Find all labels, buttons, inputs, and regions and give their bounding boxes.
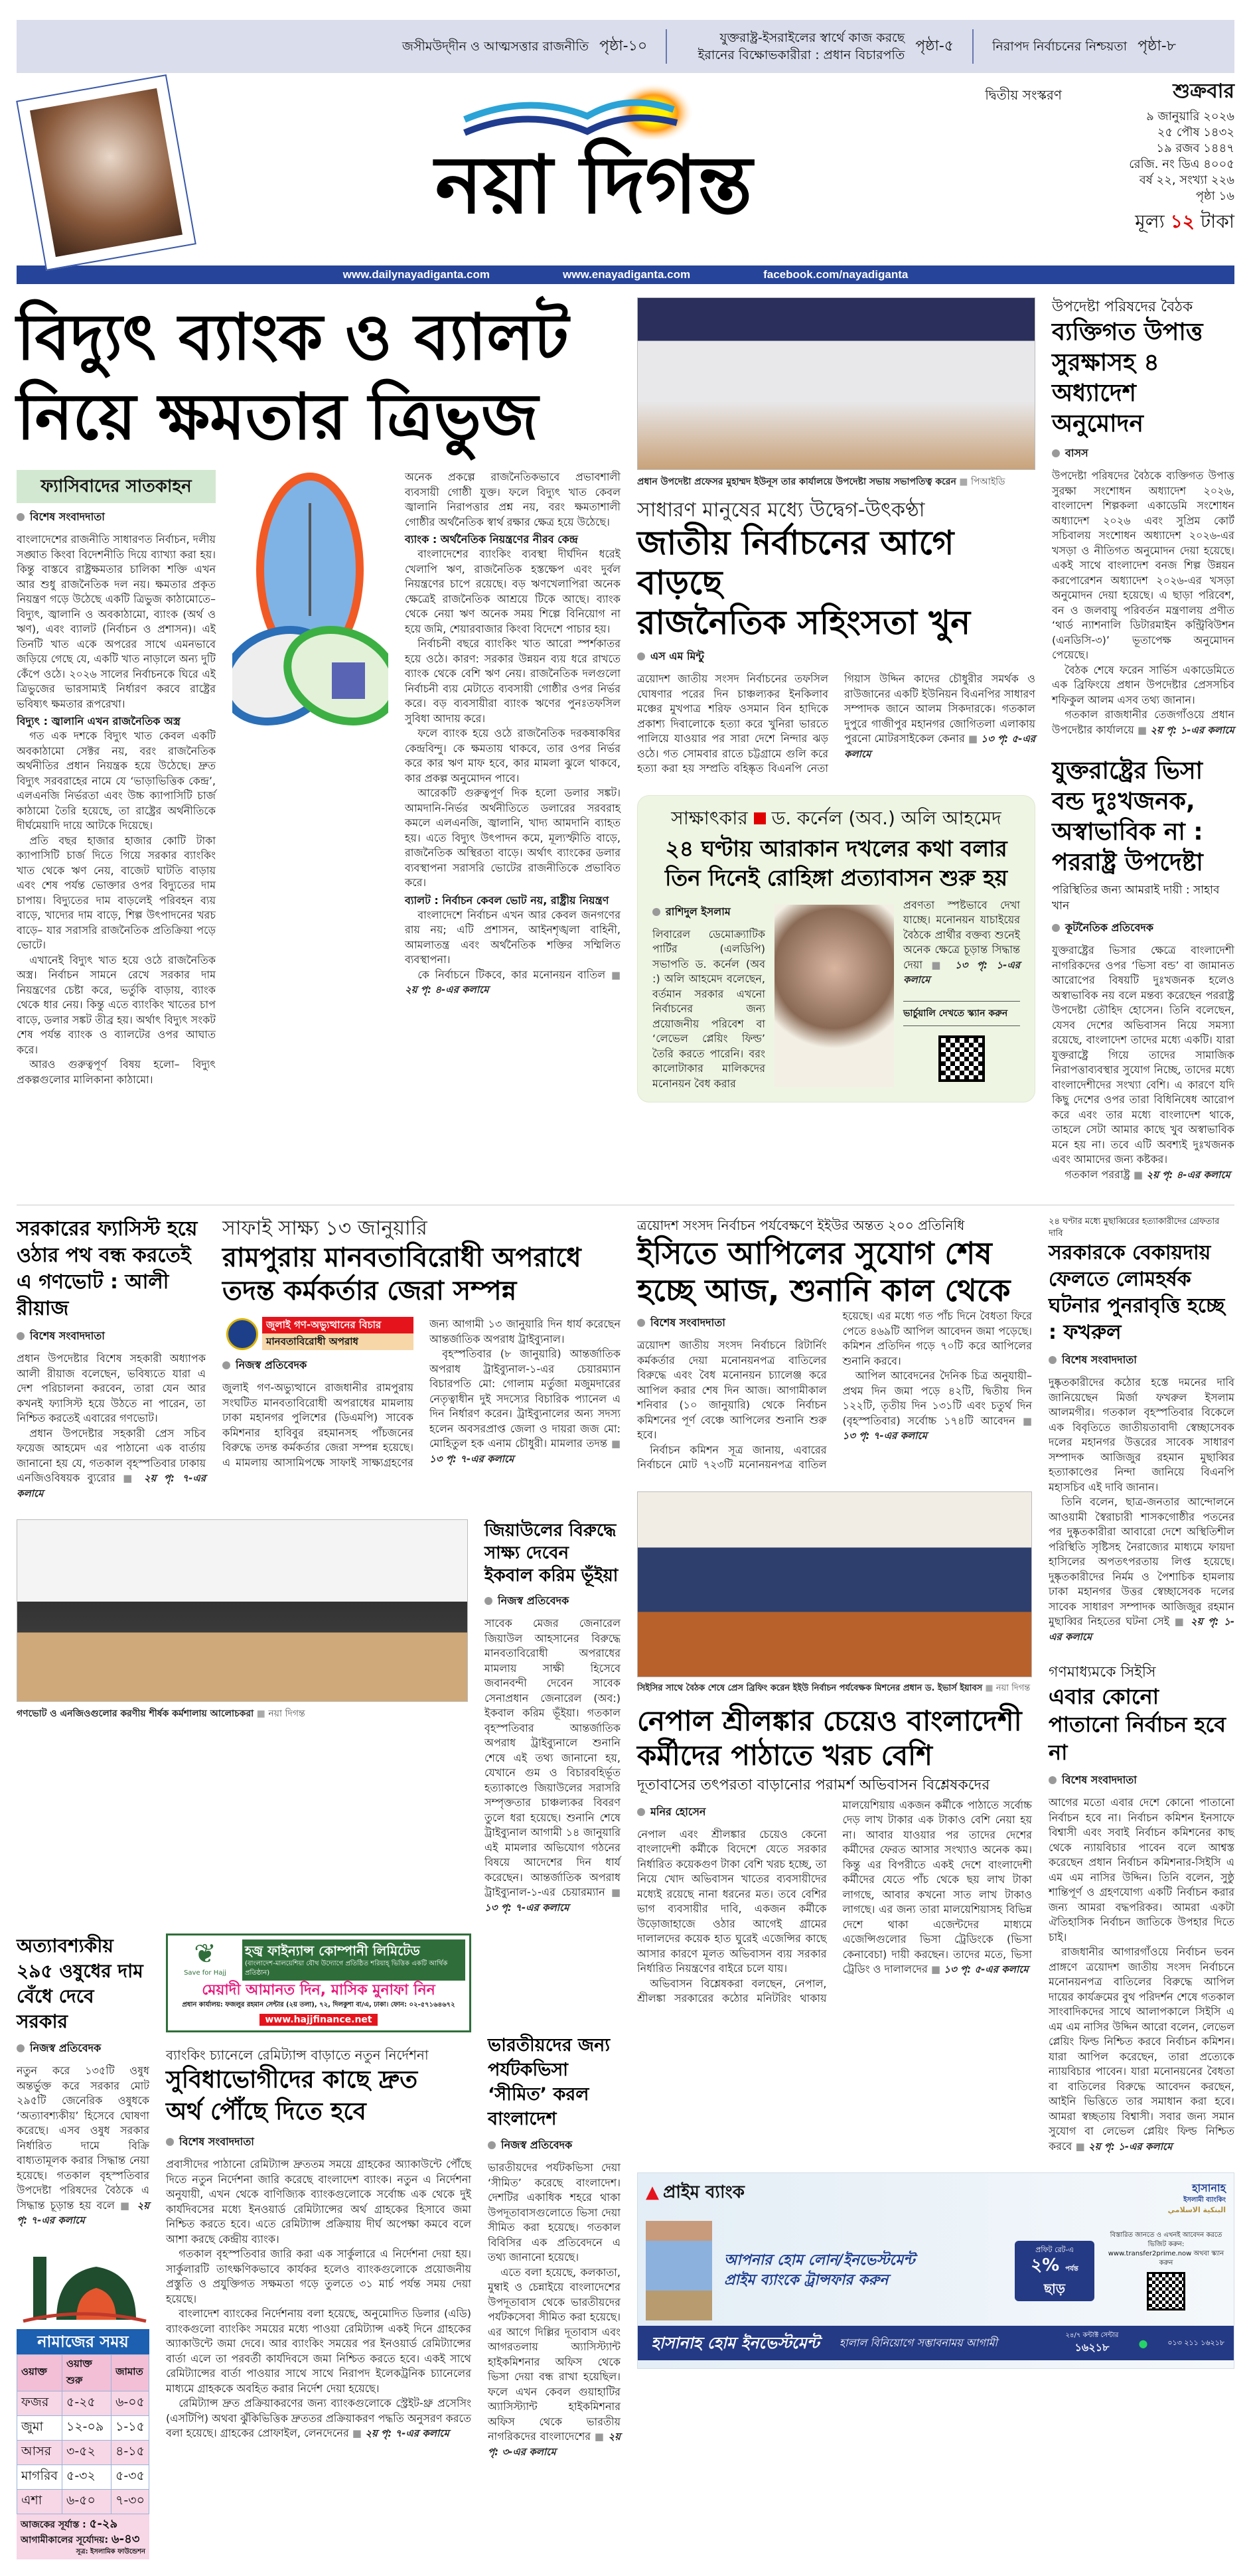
lead-body-left [17,532,216,1087]
headline: সরকারের ফ্যাসিস্ট হয়ে ওঠার পথ বন্ধ করতেই এ গণভোট : আলী রীয়াজ [17,1217,198,1320]
paragraph: সাবেক মেজর জেনারেল জিয়াউল আহসানের বিরুদ্ধে মানবতাবিরোধী অপরাধের মামলায় সাক্ষী হিসেবে জবানবন্দী দেবেন সাবেক সেনাপ্রধান জেনারেল (অব:) ইকবাল করিম ভূঁইয়া। গতকাল বৃহস্পতিবার আন্তর্জাতিক অপরাধ ট্রাইব্যুনালে শুনানি শেষে এই তথ্য জানানো হয়, যেখানে গুম ও বিচারবহির্ভূত হত্যাকাণ্ডে জিয়াউলের সরাসরি সম্পৃক্ততার চাঞ্চল্যকর বিবরণ তুলে ধরা হয়েছে। শুনানি শেষে ট্রাইব্যুনাল আগামী ১৪ জানুয়ারি এই মামলার অভিযোগ গঠনের বিষয়ে আদেশের দিন ধার্য করেছেন। আন্তর্জাতিক অপরাধ ট্রাইব্যুনাল-১-এর চেয়ারম্যান ■ ১৩ পৃ: ৭-এর কলামে [484,1616,621,1915]
prime-bank-ad[interactable]: ▲ প্রাইম ব্যাংক হাসানাহ ইসলামী ব্যাংকিং البنكية الاسلامي আপনার হোম লোন/ইনভেস্টমেন্ট প্রাইম ব্যাংকে ট্রান্সফার করুন প্রফিট রেট-এ ২% পর্যন্ত ছাড় বিস্তারিত জানতে ও এখনই আবেদন করতে ভিজিট করুন: www.transfer2prime.now অথবা স্ক্যান করুন হাসানাহ হোম ইনভেস্টমেন্ট হালাল বিনিয়োগে সম্ভাবনাময় আগামী ২৪/৭ কন্টাক্ট সেন্টার ১৬২১৮ ● ০১৩ ২১১ ১৬২১৮ [637,2172,1234,2369]
qr-code-icon[interactable] [1147,2272,1185,2311]
continued-link[interactable]: ■ ২য় পৃ: ৪-এর কলামে [1134,1169,1230,1181]
continued-link[interactable]: ■ ২য় পৃ: ৩-এর কলামে [488,2431,621,2458]
prayer-row: ফজর ৫-২৫ ৬-০৫ [17,2391,149,2415]
prayer-title: নামাজের সময় [17,2329,149,2354]
prayer-row: এশা ৬-৫০ ৭-৩০ [17,2489,149,2514]
nepal-story[interactable]: নেপাল শ্রীলঙ্কার চেয়েও বাংলাদেশী কর্মীদের পাঠাতে খরচ বেশি দূতাবাসের তৎপরতা বাড়ানোর পরামর্শ অভিবাসন বিশ্লেষকদের মনির হোসেন নেপাল এবং শ্রীলঙ্কার চেয়েও কেনো বাংলাদেশী কর্মীকে বিদেশে যেতে সরকার নির্ধারিত কয়েকগুণ টাকা বেশি খরচ হচ্ছে, তা নিয়ে খোদ অভিবাসন খাতের ব্যবসায়ীদের মধ্যেই রয়েছে নানা ধরনের মত। তবে বেশির ভাগ ব্যবসায়ীর দাবি, একজন কর্মীকে উড়োজাহাজে ওঠার আগেই গ্রামের দালালদের কয়েক হাত ঘুরেই এজেন্সির কাছে আসার কারণে মূলত অভিবাসন ব্যয় সরকার নির্ধারিত নিয়ন্ত্রণের বাইরে চলে যায়। অভিবাসন বিশ্লেষকরা বলছেন, নেপাল, শ্রীলঙ্কা সরকারের কঠোর মনিটরিং থাকায় মালয়েশিয়ায় একজন কর্মীকে পাঠাতে সর্বোচ্চ দেড় লাখ টাকার এক টাকাও বেশি নেয়া হয় না। আবার যাওয়ার পর তাদের দেশের কর্মীদের ফেরত আসার সংখ্যাও অনেক কম। কিন্তু এর বিপরীতে একই দেশে বাংলাদেশী কর্মীদের যেতে পাঁচ থেকে ছয় লাখ টাকা লাগছে, আবার কখনো সাত লাখ টাকাও লাগছে। এর জন্য তারা মালয়েশিয়াসহ বিভিন্ন দেশে থাকা এজেন্টদের মাধ্যমে এজেন্সিগুলোর ভিসা ট্রেডিংকে (ভিসা কেনাবেচা) দায়ী করছেন। তাদের মতে, ভিসা ট্রেডিং ও দালালদের ■ ১৩ পৃ: ৫-এর কলামে [637,1704,1032,2007]
date-gregorian: ৯ জানুয়ারি ২০২৬ [1146,110,1234,123]
rampura-story[interactable]: সাফাই সাক্ষ্য ১৩ জানুয়ারি রামপুরায় মানবতাবিরোধী অপরাধে তদন্ত কর্মকর্তার জেরা সম্পন্ন জুলাই গণ-অভ্যুত্থানের বিচার মানবতাবিরোধী অপরাধ নিজস্ব প্রতিবেদক জুলাই গণ-অভ্যুত্থানে রাজধানীর রামপুরায় সংঘটিত মানবতাবিরোধী অপরাধের মামলায় ঢাকা মহানগর পুলিশের (ডিএমপি) সাবেক কমিশনার হাবিবুর রহমানসহ পাঁচজনের বিরুদ্ধে তদন্ত কর্মকর্তার জেরা সম্পন্ন হয়েছে। এ মামলায় আসামিপক্ষে সাফাই সাক্ষ্যগ্রহণের জন্য আগামী ১৩ জানুয়ারি দিন ধার্য করেছেন আন্তর্জাতিক অপরাধ ট্রাইব্যুনাল। বৃহস্পতিবার (৮ জানুয়ারি) আন্তর্জাতিক অপরাধ ট্রাইব্যুনাল-১-এর চেয়ারম্যান বিচারপতি মো: গোলাম মর্তুজা মজুমদারের নেতৃত্বাধীন দুই সদস্যের বিচারিক প্যানেল এ দিন নির্ধারণ করেন। ট্রাইব্যুনালের অন্য সদস্য হলেন অবসরপ্রাপ্ত জেলা ও দায়রা জজ মো: মোহিতুল হক এনাম চৌধুরী। মামলার তদন্ত ■ ১৩ পৃ: ৭-এর কলামে [222,1216,621,1470]
paragraph: নেপাল এবং শ্রীলঙ্কার চেয়েও কেনো বাংলাদেশী কর্মীকে বিদেশে যেতে সরকার নির্ধারিত কয়েকগুণ টাকা বেশি খরচ হচ্ছে, তা নিয়ে খোদ অভিবাসন খাতের ব্যবসায়ীদের মধ্যেই রয়েছে নানা ধরনের মত। তবে বেশির ভাগ ব্যবসায়ীর দাবি, একজন কর্মীকে উড়োজাহাজে ওঠার আগেই গ্রামের দালালদের কয়েক হাত ঘুরেই এজেন্সির কাছে আসার কারণে মূলত অভিবাসন ব্যয় সরকার নির্ধারিত নিয়ন্ত্রণের বাইরে চলে যায়। [637,1827,827,1975]
continued-link[interactable]: ■ ১৩ পৃ: ১-এর কলামে [903,959,1020,986]
headline: সুবিধাভোগীদের কাছে দ্রুত অর্থ পৌঁছে দিতে হবে [166,2066,418,2125]
remittance-story[interactable]: ব্যাংকিং চ্যানেলে রেমিট্যান্স বাড়াতে নতুন নির্দেশনা সুবিধাভোগীদের কাছে দ্রুত অর্থ পৌঁছে দিতে হবে বিশেষ সংবাদদাতা প্রবাসীদের পাঠানো রেমিট্যান্স দ্রুততম সময়ে গ্রাহকের অ্যাকাউন্টে পৌঁছে দিতে নতুন নির্দেশনা জারি করেছে বাংলাদেশ ব্যাংক। নতুন এ নির্দেশনা অনুযায়ী, এখন থেকে বাণিজ্যিক ব্যাংকগুলোকে সর্বোচ্চ এক থেকে দুই কার্যদিবসের মধ্যে ইনওয়ার্ড রেমিট্যান্সের অর্থ গ্রাহকের হিসাবে জমা নিশ্চিত করতে হবে। এতে রেমিট্যান্স প্রক্রিয়ায় দীর্ঘ অপেক্ষা কমবে বলে আশা করছে কেন্দ্রীয় ব্যাংক। গতকাল বৃহস্পতিবার জারি করা এক সার্কুলারে এ নির্দেশনা দেয়া হয়। সার্কুলারটি তাৎক্ষণিকভাবে কার্যকর হলেও ব্যাংকগুলোকে প্রয়োজনীয় প্রস্তুতি ও প্রযুক্তিগত সক্ষমতা গড়ে তুলতে ৩১ মার্চ পর্যন্ত সময় দেয়া হয়েছে। বাংলাদেশ ব্যাংকের নির্দেশনায় বলা হয়েছে, অনুমোদিত ডিলার (এডি) ব্যাংকগুলো ব্যাংকিং সময়ের মধ্যে পাওয়া রেমিট্যান্স একই দিনে গ্রাহকের অ্যাকাউন্টে জমা দেবে। আর ব্যাংকিং সময়ের পর ইনওয়ার্ড রেমিট্যান্সের বার্তা এলে তা পরবর্তী কার্যদিবসে জমা নিশ্চিত করতে হবে। একই সাথে রেমিট্যান্সের বার্তা পাওয়ার সাথে সাথে নিরাপদ ইলেকট্রনিক চ্যানেলের মাধ্যমে গ্রাহককে অবহিত করার নির্দেশ দেয়া হয়েছে। রেমিট্যান্স দ্রুত প্রক্রিয়াকরণের জন্য ব্যাংকগুলোকে স্ট্রেইট-থ্রু প্রসেসিং (এসটিপি) অথবা ঝুঁকিভিত্তিক দ্রুততর প্রক্রিয়াকরণ পদ্ধতি অনুসরণ করতে বলা হয়েছে। গ্রাহকের প্রোফাইল, লেনদেনের ■ ২য় পৃ: ৭-এর কলামে [166,2046,471,2441]
whatsapp-icon: ● [1138,2336,1148,2350]
continued-link[interactable]: ■ ২য় পৃ: ৭-এর কলামে [17,1472,206,1499]
paragraph: বৃহস্পতিবার (৮ জানুয়ারি) আন্তর্জাতিক অপরাধ ট্রাইব্যুনাল-১-এর চেয়ারম্যান বিচারপতি মো: গোলাম মর্তুজা মজুমদারের নেতৃত্বাধীন দুই সদস্যের বিচারিক প্যানেল এ দিন নির্ধারণ করেন। ট্রাইব্যুনালের অন্য সদস্য হলেন অবসরপ্রাপ্ত জেলা ও দায়রা জজ মো: মোহিতুল হক এনাম চৌধুরী। মামলার তদন্ত ■ ১৩ পৃ: ৭-এর কলামে [429,1347,621,1466]
ear-panel [17,20,1234,73]
interview-label: সাক্ষাৎকার ড. কর্নেল (অব.) অলি আহমেদ [671,806,1001,829]
tribunal-emblem-icon [226,1318,258,1350]
cec-story[interactable]: গণমাধ্যমকে সিইসি এবার কোনো পাতানো নির্বাচন হবে না বিশেষ সংবাদদাতা আগের মতো এবার দেশে কোনো পাতানো নির্বাচন হবে না। নির্বাচন কমিশন ইনসাফে বিশ্বাসী এবং সবাই নির্বাচন কমিশনের কাছ থেকে ন্যায়বিচার পাবেন বলে আশ্বস্ত করেছেন প্রধান নির্বাচন কমিশনার-সিইসি এ এম এম নাসির উদ্দিন। তিনি বলেন, সুষ্ঠু শান্তিপূর্ণ ও গ্রহণযোগ্য একটি নির্বাচন করার জন্য আমরা বদ্ধপরিকর। আমরা একটা ঐতিহাসিক নির্বাচন জাতিকে উপহার দিতে চাই। রাজধানীর আগারগাঁওয়ে নির্বাচন ভবন প্রাঙ্গণে ত্রয়োদশ জাতীয় সংসদ নির্বাচনে মনোনয়নপত্র বাতিলের বিরুদ্ধে আপিল দায়ের কার্যক্রমের বুথ পরিদর্শন শেষে গতকাল সাংবাদিকদের সাথে আলাপকালে সিইসি এ এম এম নাসির উদ্দিন আরো বলেন, লেভেল প্লেয়িং ফিল্ড নিশ্চিত করবে নির্বাচন কমিশন। যারা আপিল করেছেন, তারা প্রত্যেকে ন্যায়বিচার পাবেন। যারা মনোনয়নের বৈধতা বা বাতিলের বিরুদ্ধে আবেদন করছেন, আইনি ভিত্তিতে তার সমাধান করা হবে। আমরা স্বচ্ছতায় বিশ্বাসী। সবার জন্য সমান সুযোগ বা লেভেল প্লেয়িং ফিল্ড নিশ্চিত করবে ■ ২য় পৃ: ১-এর কলামে [1049,1663,1234,2154]
hajj-finance-ad[interactable]: ❦ Save for Hajj হজ্ব ফাইন্যান্স কোম্পানী লিমিটেড (বাংলাদেশ-মালয়েশিয়া যৌথ উদ্যোগে প্রতিষ্ঠিত শরিয়াহ্‌ ভিত্তিক একটি আর্থিক প্রতিষ্ঠান) মেয়াদী আমানত দিন, মাসিক মুনাফা নিন প্রধান কার্যালয়: ফজলুর রহমান সেন্টার (২য় তলা), ৭২, দিলকুশা বা/এ, ঢাকা। ফোন: ০২-৫৭১৬৪৬৭২ www.hajjfinance.net [166,1933,471,2032]
qr-code-icon[interactable] [938,1035,985,1082]
subheadline: পরিস্থিতির জন্য আমরাই দায়ী : সাহাব খান [1052,883,1220,913]
paragraph: উপদেষ্টা পরিষদের বৈঠকে ব্যক্তিগত উপাত্ত সুরক্ষা সংশোধন অধ্যাদেশ ২০২৬, বাংলাদেশ শিল্পকলা একাডেমি সংশোধন অধ্যাদেশ ২০২৬ এবং সুপ্রিম কোর্ট সচিবালয় সংশোধন অধ্যাদেশ ২০২৬-এর খসড়া ও নীতিগত অনুমোদন দেয়া হয়েছে। একই সাথে বাংলাদেশ বনজ শিল্প উন্নয়ন করপোরেশন অধ্যাদেশ ২০২৬-এর খসড়া অনুমোদন দেয়া হয়েছে। এ ছাড়া পরিবেশ, বন ও জলবায়ু পরিবর্তন মন্ত্রণালয় প্রণীত ‘থার্ড ন্যাশনালি ডিটারমাইন কন্ট্রিবিউশন (এনডিসি-৩)’ ভূতাপেক্ষ অনুমোদন পেয়েছে। [1052,469,1234,661]
url-bar [17,265,1234,284]
ali-riaz-story[interactable]: সরকারের ফ্যাসিস্ট হয়ে ওঠার পথ বন্ধ করতেই এ গণভোট : আলী রীয়াজ বিশেষ সংবাদদাতা প্রধান উপদেষ্টার বিশেষ সহকারী অধ্যাপক আলী রীয়াজ বলেছেন, ভবিষ্যতে যারা এ দেশ পরিচালনা করবেন, তারা যেন আর কখনই ফ্যাসিস্ট হয়ে উঠতে না পারেন, তা নিশ্চিত করতেই এবারের গণভোট। প্রধান উপদেষ্টার সহকারী প্রেস সচিব ফয়েজ আহমেদ এর পাঠানো এক বার্তায় জানানো হয় যে, গতকাল বৃহস্পতিবার ঢাকায় এনজিওবিষয়ক ব্যুরোর ■ ২য় পৃ: ৭-এর কলামে [17,1216,206,1501]
ordinance-story[interactable]: উপদেষ্টা পরিষদের বৈঠক ব্যক্তিগত উপাত্ত সুরক্ষাসহ ৪ অধ্যাদেশ অনুমোদন বাসস উপদেষ্টা পরিষদের বৈঠকে ব্যক্তিগত উপাত্ত সুরক্ষা সংশোধন অধ্যাদেশ ২০২৬, বাংলাদেশ শিল্পকলা একাডেমি সংশোধন অধ্যাদেশ ২০২৬ এবং সুপ্রিম কোর্ট সচিবালয় সংশোধন অধ্যাদেশ ২০২৬-এর খসড়া ও নীতিগত অনুমোদন দেয়া হয়েছে। একই সাথে বাংলাদেশ বনজ শিল্প উন্নয়ন করপোরেশন অধ্যাদেশ ২০২৬-এর খসড়া অনুমোদন দেয়া হয়েছে। এ ছাড়া পরিবেশ, বন ও জলবায়ু পরিবর্তন মন্ত্রণালয় প্রণীত ‘থার্ড ন্যাশনালি ডিটারমাইন কন্ট্রিবিউশন (এনডিসি-৩)’ ভূতাপেক্ষ অনুমোদন পেয়েছে। বৈঠক শেষে ফরেন সার্ভিস একাডেমিতে এক ব্রিফিংয়ে প্রধান উপদেষ্টার প্রেসসচিব শফিকুল আলম এসব তথ্য জানান। গতকাল রাজধানীর তেজগাঁওয়ে প্রধান উপদেষ্টার কার্যালয়ে ■ ২য় পৃ: ১-এর কলামে [1052,297,1234,737]
paragraph: নির্বাচন কমিশন সূত্র জানায়, এবারের নির্বাচনে মোট ৭২৩টি মনোনয়নপত্র বাতিল হয়েছে। এর মধ্যে গত পাঁচ দিনে বৈধতা ফিরে পেতে ৪৬৯টি আপিল আবেদন জমা পড়েছে। কমিশন প্রতিদিন গড়ে ৭০টি করে আপিলের শুনানি করবে। [637,1310,1032,1471]
paragraph: বাংলাদেশ ব্যাংকের নির্দেশনায় বলা হয়েছে, অনুমোদিত ডিলার (এডি) ব্যাংকগুলো ব্যাংকিং সময়ের মধ্যে পাওয়া রেমিট্যান্স একই দিনে গ্রাহকের অ্যাকাউন্টে জমা দেবে। আর ব্যাংকিং সময়ের পর ইনওয়ার্ড রেমিট্যান্সের বার্তা এলে তা পরবর্তী কার্যদিবসে জমা নিশ্চিত করতে হবে। একই সাথে রেমিট্যান্সের বার্তা পাওয়ার সাথে সাথে নিরাপদ ইলেকট্রনিক চ্যানেলের মাধ্যমে গ্রাহককে অবহিত করার নির্দেশ দেয়া হয়েছে। [166,2307,471,2395]
volume-issue: বর্ষ ২২, সংখ্যা ২২৬ [1139,173,1234,187]
mosque-icon [17,2247,149,2326]
prayer-row: মাগরিব ৫-৩২ ৫-৩৫ [17,2464,149,2489]
india-visa-story[interactable]: ভারতীয়দের জন্য পর্যটকভিসা ‘সীমিত’ করল বাংলাদেশ নিজস্ব প্রতিবেদক ভারতীয়দের পর্যটকভিসা দেয়া ‘সীমিত’ করেছে বাংলাদেশ। দেশটির একাধিক শহরে থাকা উপদূতাবাসগুলোতে ভিসা দেয়া সীমিত করা হয়েছে। গতকাল বিবিসির এক প্রতিবেদনে এ তথ্য জানানো হয়েছে। এতে বলা হয়েছে, কলকাতা, মুম্বাই ও চেন্নাইয়ে বাংলাদেশের উপদূতাবাস থেকে ভারতীয়দের পর্যটকসেবা সীমিত করা হয়েছে। এর আগে দিল্লির দূতাবাস এবং আগরতলায় অ্যাসিস্ট্যান্ট হাইকমিশনার অফিস থেকে ভিসা দেয়া বন্ধ রাখা হয়েছিল। ফলে এখন কেবল গুয়াহাটির অ্যাসিস্ট্যান্ট হাইকমিশনার অফিস থেকে ভারতীয় নাগরিকদের বাংলাদেশের ■ ২য় পৃ: ৩-এর কলামে [488,2033,621,2459]
website-link[interactable]: www.dailynayadiganta.com [342,268,490,281]
facebook-link[interactable]: facebook.com/nayadiganta [763,268,909,281]
photo-caption: সিইসির সাথে বৈঠক শেষে প্রেস ব্রিফিং করেন ইইউ নির্বাচন পর্যবেক্ষক মিশনের প্রধান ড. ইভার্স ইয়াবস■ নয়া দিগন্ত [637,1683,1032,1695]
epaper-link[interactable]: www.enayadiganta.com [563,268,691,281]
paragraph: দুষ্কৃতকারীদের কঠোর হস্তে দমনের দাবি জানিয়েছেন মির্জা ফখরুল ইসলাম আলমগীর। গতকাল বৃহস্পতিবার বিকেলে এক বিবৃতিতে জাতীয়তাবাদী স্বেচ্ছাসেবক দলের মহানগর উত্তরের সাবেক সাধারণ সম্পাদক আজিজুর রহমান মুছাব্বির হত্যাকাণ্ডের নিন্দা জানিয়ে বিএনপি মহাসচিব এই দাবি জানান। [1049,1376,1234,1493]
ear-teaser[interactable]: জসীমউদ্‌দীন ও আত্মসত্তার রাজনীতি পৃষ্ঠা-১০ [384,29,667,64]
sunset: আজকের সূর্যাস্ত : ৫-২৯ [21,2516,118,2531]
paragraph: রাজধানীর আগারগাঁওয়ে নির্বাচন ভবন প্রাঙ্গণে ত্রয়োদশ জাতীয় সংসদ নির্বাচনে মনোনয়নপত্র বাতিলের বিরুদ্ধে আপিল দায়ের কার্যক্রমের বুথ পরিদর্শন শেষে গতকাল সাংবাদিকদের সাথে আলাপকালে সিইসি এ এম এম নাসির উদ্দিন আরো বলেন, লেভেল প্লেয়িং ফিল্ড নিশ্চিত করবে নির্বাচন কমিশন। যারা আপিল করেছেন, তারা প্রত্যেকে ন্যায়বিচার পাবেন। যারা মনোনয়নের বৈধতা বা বাতিলের বিরুদ্ধে আবেদন করছেন, আইনি ভিত্তিতে তার সমাধান করা হবে। আমরা স্বচ্ছতায় বিশ্বাসী। সবার জন্য সমান সুযোগ বা লেভেল প্লেয়িং ফিল্ড নিশ্চিত করবে ■ ২য় পৃ: ১-এর কলামে [1049,1945,1234,2154]
continued-link[interactable]: ■ ১৩ পৃ: ৫-এর কলামে [844,733,1035,760]
ad-url-link[interactable]: www.hajjfinance.net [259,2014,377,2026]
paragraph: ভারতীয়দের পর্যটকভিসা দেয়া ‘সীমিত’ করেছে বাংলাদেশ। দেশটির একাধিক শহরে থাকা উপদূতাবাসগুলোতে ভিসা দেয়া সীমিত করা হয়েছে। গতকাল বিবিসির এক প্রতিবেদনে এ তথ্য জানানো হয়েছে। [488,2161,621,2263]
subheading: ব্যাংক : অর্থনৈতিক নিয়ন্ত্রণের নীরব কেন্দ্র [405,533,578,546]
sunrise: আগামীকালের সূর্যোদয়: ৬-৪৩ [21,2532,140,2546]
kicker: সাফাই সাক্ষ্য ১৩ জানুয়ারি [222,1217,427,1240]
headline: ভারতীয়দের জন্য পর্যটকভিসা ‘সীমিত’ করল বাংলাদেশ [488,2035,611,2129]
subheading: ব্যালট : নির্বাচন কেবল ভোট নয়, রাষ্ট্রীয় নিয়ন্ত্রণ [405,893,609,907]
discount-badge: প্রফিট রেট-এ ২% পর্যন্ত ছাড় [1015,2241,1094,2301]
fakhrul-story[interactable]: ২৪ ঘণ্টার মধ্যে মুছাব্বিরের হত্যাকারীদের গ্রেফতার দাবি সরকারকে বেকায়দায় ফেলতে লোমহর্ষক ঘটনার পুনরাবৃত্তি হচ্ছে : ফখরুল বিশেষ সংবাদদাতা দুষ্কৃতকারীদের কঠোর হস্তে দমনের দাবি জানিয়েছেন মির্জা ফখরুল ইসলাম আলমগীর। গতকাল বৃহস্পতিবার বিকেলে এক বিবৃতিতে জাতীয়তাবাদী স্বেচ্ছাসেবক দলের মহানগর উত্তরের সাবেক সাধারণ সম্পাদক আজিজুর রহমান মুছাব্বির হত্যাকাণ্ডের নিন্দা জানিয়ে বিএনপি মহাসচিব এই দাবি জানান। তিনি বলেন, ছাত্র-জনতার আন্দোলনে আওয়ামী স্বৈরাচারী শাসকগোষ্ঠীর পতনের পর দুষ্কৃতকারীরা আবারো দেশে অস্থিতিশীল পরিস্থিতি সৃষ্টিসহ নৈরাজ্যের মাধ্যমে ফায়দা হাসিলের অপতৎপরতায় লিপ্ত হয়েছে। দুষ্কৃতকারীদের নির্মম ও পৈশাচিক হামলায় ঢাকা মহানগর উত্তর স্বেচ্ছাসেবক দলের সাবেক সাধারণ সম্পাদক আজিজুর রহমান মুছাব্বির নিহতের ঘটনা সেই ■ ২য় পৃ: ১-এর কলামে [1049,1216,1234,1644]
paragraph: প্রতি বছর হাজার হাজার কোটি টাকা ক্যাপাসিটি চার্জ দিতে গিয়ে সরকার ব্যাংকিং খাত থেকে ঋণ নেয়, বাজেট ঘাটতি বাড়ায় এবং শেষ পর্যন্ত ভোক্তার ওপর বিদ্যুতের দাম চাপায়। বিদ্যুতের দাম বাড়লেই পরিবহন ব্যয় বাড়ে, খাদ্যের দাম বাড়ে, শিল্প উৎপাদনের খরচ বাড়ে– যার সরাসরি রাজনৈতিক প্রতিক্রিয়া পড়ে ভোটে। [17,834,216,951]
paragraph: এখানেই বিদ্যুৎ খাত হয়ে ওঠে রাজনৈতিক অস্ত্র। নির্বাচন সামনে রেখে সরকার দাম নিয়ন্ত্রণের চেষ্টা করে, ভর্তুকি বাড়ায়, ব্যাংক থেকে ধার নেয়। কিন্তু এতে ব্যাংকিং খাতের চাপ বাড়ে, ডলার সঙ্কট তীব্র হয়। অর্থাৎ বিদ্যুৎ সংকট শেষ পর্যন্ত ব্যাংক ও ব্যালটের ওপর আঘাত করে। [17,953,216,1056]
kicker: উপদেষ্টা পরিষদের বৈঠক [1052,299,1193,315]
continued-link[interactable]: ■ ২য় পৃ: ৪-এর কলামে [405,969,621,996]
paragraph: তিনি বলেন, ছাত্র-জনতার আন্দোলনে আওয়ামী স্বৈরাচারী শাসকগোষ্ঠীর পতনের পর দুষ্কৃতকারীরা আবারো দেশে অস্থিতিশীল পরিস্থিতি সৃষ্টিসহ নৈরাজ্যের মাধ্যমে ফায়দা হাসিলের অপতৎপরতায় লিপ্ত হয়েছে। দুষ্কৃতকারীদের নির্মম ও পৈশাচিক হামলায় ঢাকা মহানগর উত্তর স্বেচ্ছাসেবক দলের সাবেক সাধারণ সম্পাদক আজিজুর রহমান মুছাব্বির নিহতের ঘটনা সেই ■ ২য় পৃ: ১-এর কলামে [1049,1495,1234,1644]
paragraph: যুক্তরাষ্ট্রের ভিসার ক্ষেত্রে বাংলাদেশী নাগরিকদের ওপর ‘ভিসা বন্ড’ বা জামানত আরোপের বিষয়টি দুঃখজনক হলেও অস্বাভাবিক নয় বলে মন্তব্য করেছেন পররাষ্ট্র উপদেষ্টা তৌহিদ হোসেন। তিনি বলেছেন, যেসব দেশের অভিবাসন নিয়ে সমস্যা রয়েছে, বাংলাদেশ তাদের মধ্যে একটি। যারা যুক্তরাষ্ট্রে গিয়ে তাদের সামাজিক নিরাপত্তাব্যবস্থার সুযোগ নিচ্ছে, তাদের মধ্যে বাংলাদেশীদের সংখ্যা বেশি। এ কারণে যদি কিছু দেশের ওপর তারা বিধিনিষেধ আরোপ করে এবং তার মধ্যে বাংলাদেশ থাকে, তাহলে সেটা আমার কাছে খুব অস্বাভাবিক মনে হয় না। তবে এটি অবশ্যই দুঃখজনক এবং আমাদের জন্য কষ্টকর। [1052,944,1234,1166]
lead-byline: বিশেষ সংবাদদাতা [17,510,216,524]
subheading: বিদ্যুৎ : জ্বালানি এখন রাজনৈতিক অস্ত্র [17,715,181,727]
paragraph: কে নির্বাচনে টিকবে, কার মনোনয়ন বাতিল ■ ২য় পৃ: ৪-এর কলামে [405,968,621,998]
medicine-price-story[interactable]: অত্যাবশ্যকীয় ২৯৫ ওষুধের দাম বেঁধে দেবে সরকার নিজস্ব প্রতিবেদক নতুন করে ১৩৫টি ওষুধ অন্তর্ভুক্ত করে সরকার মোট ২৯৫টি জেনেরিক ওষুধকে ‘অত্যাবশ্যকীয়’ হিসেবে ঘোষণা করেছে। এসব ওষুধ সরকার নির্ধারিত দামে বিক্রি বাধ্যতামূলক করার সিদ্ধান্ত নেয়া হয়েছে। গতকাল বৃহস্পতিবার উপদেষ্টা পরিষদের বৈঠকে এ সিদ্ধান্ত চূড়ান্ত হয় বলে ■ ২য় পৃ: ৭-এর কলামে [17,1933,149,2228]
prayer-table: ওয়াক্ত ওয়াক্ত শুরু জামাত ফজর ৫-২৫ ৬-০৫ জুমা ১২-০৯ ১-১৫ আসর ৩-৫২ ৪-১৫ মাগরিব ৫-৩২ ৫-৩৫ এশা ৬-৫০ ৭-৩০ [17,2354,149,2514]
paragraph: আগের মতো এবার দেশে কোনো পাতানো নির্বাচন হবে না। নির্বাচন কমিশন ইনসাফে বিশ্বাসী এবং সবাই নির্বাচন কমিশনের কাছ থেকে ন্যায়বিচার পাবেন বলে আশ্বস্ত করেছেন প্রধান নির্বাচন কমিশনার-সিইসি এ এম এম নাসির উদ্দিন। তিনি বলেন, সুষ্ঠু শান্তিপূর্ণ ও গ্রহণযোগ্য একটি নির্বাচন করার জন্য আমরা বদ্ধপরিকর। আমরা একটা ঐতিহাসিক নির্বাচন জাতিকে উপহার দিতে চাই। [1049,1796,1234,1943]
headline: নেপাল শ্রীলঙ্কার চেয়েও বাংলাদেশী কর্মীদের পাঠাতে খরচ বেশি [637,1704,1022,1772]
masthead-logo[interactable] [216,80,972,232]
paragraph: রেমিট্যান্স দ্রুত প্রক্রিয়াকরণের জন্য ব্যাংকগুলোকে স্ট্রেইট-থ্রু প্রসেসিং (এসটিপি) অথবা ঝুঁকিভিত্তিক দ্রুততর প্রক্রিয়াকরণ পদ্ধতি অনুসরণ করতে বলা হয়েছে। গ্রাহকের প্রোফাইল, লেনদেনের ■ ২য় পৃ: ৭-এর কলামে [166,2396,471,2441]
price: মূল্য ১২ টাকা [1135,210,1234,232]
power-bank-ballot-triangle-graphic [232,470,388,749]
paragraph: নির্বাচনী বছরে ব্যাংকিং খাত আরো স্পর্শকাতর হয়ে ওঠে। কারণ: সরকার উন্নয়ন ব্যয় ধরে রাখতে ব্যাংক থেকে বেশি ঋণ নেয়। রাজনৈতিক দলগুলো নির্বাচনী ব্যয় মেটাতে ব্যবসায়ী গোষ্ঠীর ওপর নির্ভর করে। বড় ব্যবসায়ীরা ব্যাংক ঋণের পুনঃতফসিল সুবিধা আদায় করে। [405,637,621,725]
prayer-row: আসর ৩-৫২ ৪-১৫ [17,2440,149,2464]
workshop-photo [17,1519,468,1702]
logo-text: নয়া দিগন্ত [435,139,753,232]
paragraph: বাংলাদেশে নির্বাচন এখন আর কেবল জনগণের রায় নয়; এটি প্রশাসন, আইনশৃঙ্খলা বাহিনী, আমলাতন্ত্র এবং অর্থনৈতিক শক্তির সম্মিলিত ব্যবস্থাপনা। [405,908,621,966]
paragraph: প্রবাসীদের পাঠানো রেমিট্যান্স দ্রুততম সময়ে গ্রাহকের অ্যাকাউন্টে পৌঁছে দিতে নতুন নির্দেশনা জারি করেছে বাংলাদেশ ব্যাংক। নতুন এ নির্দেশনা অনুযায়ী, এখন থেকে বাণিজ্যিক ব্যাংকগুলোকে সর্বোচ্চ এক থেকে দুই কার্যদিবসের মধ্যে ইনওয়ার্ড রেমিট্যান্সের অর্থ গ্রাহকের হিসাবে জমা নিশ্চিত করতে হবে। এতে রেমিট্যান্স প্রক্রিয়ায় দীর্ঘ অপেক্ষা কমবে বলে আশা করছে কেন্দ্রীয় ব্যাংক। [166,2158,471,2245]
headline: যুক্তরাষ্ট্রের ভিসা বন্ড দুঃখজনক, অস্বাভাবিক না : পররাষ্ট্র উপদেষ্টা [1052,757,1203,876]
paragraph: আপিল আবেদনের দৈনিক চিত্র অনুযায়ী– প্রথম দিন জমা পড়ে ৪২টি, দ্বিতীয় দিন ১২২টি, তৃতীয় দিন ১৩১টি এবং চতুর্থ দিন (বৃহস্পতিবার) সর্বোচ্চ ১৭৪টি আবেদন ■ ১৩ পৃ: ৭-এর কলামে [843,1369,1033,1444]
date-box [1075,80,1234,234]
headline: এবার কোনো পাতানো নির্বাচন হবে না [1049,1684,1226,1765]
prayer-times-box: নামাজের সময় ওয়াক্ত ওয়াক্ত শুরু জামাত ফজর ৫-২৫ ৬-০৫ জুমা ১২-০৯ ১-১৫ আসর ৩-৫২ ৪-১৫ মাগরিব ৫-৩২ ৫-৩৫ এশা ৬-৫০ ৭-৩০ আজকের সূর্যাস্ত : ৫-২৯ আগামীকালের সূর্যোদয়: ৬-৪৩ সূত্র: ইসলামিক ফাউন্ডেশন [17,2247,149,2559]
paragraph: গত এক দশকে বিদ্যুৎ খাত কেবল একটি অবকাঠামো সেক্টর নয়, বরং রাজনৈতিক অর্থনীতির প্রধান নিয়ন্ত্রক হয়ে উঠেছে। দ্রুত বিদ্যুৎ সরবরাহের নামে যে ‘ভাড়াভিত্তিক কেন্দ্র’, এলএনজি নির্ভরতা এবং উচ্চ ক্যাপাসিটি চার্জ কাঠামো তৈরি হয়েছে, তা রাষ্ট্রের অর্থনীতিকে দীর্ঘমেয়াদি দায়ে আটকে দিয়েছে। [17,729,216,832]
visa-bond-story[interactable]: যুক্তরাষ্ট্রের ভিসা বন্ড দুঃখজনক, অস্বাভাবিক না : পররাষ্ট্র উপদেষ্টা পরিস্থিতির জন্য আমরাই দায়ী : সাহাব খান কূটনৈতিক প্রতিবেদক যুক্তরাষ্ট্রের ভিসার ক্ষেত্রে বাংলাদেশী নাগরিকদের ওপর ‘ভিসা বন্ড’ বা জামানত আরোপের বিষয়টি দুঃখজনক হলেও অস্বাভাবিক নয় বলে মন্তব্য করেছেন পররাষ্ট্র উপদেষ্টা তৌহিদ হোসেন। তিনি বলেছেন, যেসব দেশের অভিবাসন নিয়ে সমস্যা রয়েছে, বাংলাদেশ তাদের মধ্যে একটি। যারা যুক্তরাষ্ট্রে গিয়ে তাদের সামাজিক নিরাপত্তাব্যবস্থার সুযোগ নিচ্ছে, তাদের মধ্যে বাংলাদেশীদের সংখ্যা বেশি। এ কারণে যদি কিছু দেশের ওপর তারা বিধিনিষেধ আরোপ করে এবং তার মধ্যে বাংলাদেশ থাকে, তাহলে সেটা আমার কাছে খুব অস্বাভাবিক মনে হয় না। তবে এটি অবশ্যই দুঃখজনক এবং আমাদের জন্য কষ্টকর। গতকাল পররাষ্ট্র ■ ২য় পৃ: ৪-এর কলামে [1052,756,1234,1182]
date-bangla: ২৫ পৌষ ১৪৩২ [1157,125,1234,139]
paragraph: আরেকটি গুরুত্বপূর্ণ দিক হলো ডলার সঙ্কট। আমদানি-নির্ভর অর্থনীতিতে ডলারের সরবরাহ কমলে এলএনজি, জ্বালানি, খাদ্য আমদানি ব্যাহত হয়। এতে বিদ্যুৎ উৎপাদন কমে, মূল্যস্ফীতি বাড়ে, রাজনৈতিক অস্থিরতা বাড়ে। অর্থাৎ ব্যাংকের ডলার ব্যবস্থাপনা সরাসরি ভোটের রাজনীতিকে প্রভাবিত করে। [405,787,621,889]
paragraph: অভিবাসন বিশ্লেষকরা বলছেন, নেপাল, শ্রীলঙ্কা সরকারের কঠোর মনিটরিং থাকায় মালয়েশিয়ায় একজন কর্মীকে পাঠাতে সর্বোচ্চ দেড় লাখ টাকার এক টাকাও বেশি নেয়া হয় না। আবার যাওয়ার পর তাদের দেশের কর্মীদের ফেরত আসার সংখ্যাও অনেক কম। কিন্তু এর বিপরীতে একই দেশে বাংলাদেশী কর্মীদের যেতে পাঁচ থেকে ছয় লাখ টাকা লাগছে, আবার কখনো সাত লাখ টাকাও লাগছে। এর জন্য তারা মালয়েশিয়াসহ বিভিন্ন দেশে থাকা এজেন্টদের মাধ্যমে এজেন্সিগুলোর ভিসা ট্রেডিংকে (ভিসা কেনাবেচা) দায়ী করছেন। তাদের মতে, ভিসা ট্রেডিং ও দালালদের ■ ১৩ পৃ: ৫-এর কলামে [637,1798,1032,2007]
paragraph: গতকাল পররাষ্ট্র ■ ২য় পৃ: ৪-এর কলামে [1052,1168,1234,1183]
paragraph: বাংলাদেশের ব্যাংকিং ব্যবস্থা দীর্ঘদিন ধরেই খেলাপি ঋণ, রাজনৈতিক হস্তক্ষেপ এবং দুর্বল নিয়ন্ত্রণের চাপে রয়েছে। বড় ঋণখেলাপিরা অনেক ক্ষেত্রেই রাজনৈতিক আশ্রয়ে টিকে আছে। ব্যাংক থেকে নেয়া ঋণ অনেক সময় শিল্পে বিনিয়োগ না হয়ে জমি, শেয়ারবাজার কিংবা বিদেশে পাচার হয়। [405,548,621,635]
headline: রামপুরায় মানবতাবিরোধী অপরাধে তদন্ত কর্মকর্তার জেরা সম্পন্ন [222,1243,581,1306]
ad-tagline: মেয়াদী আমানত দিন, মাসিক মুনাফা নিন [202,1982,435,1999]
eu-press-briefing-photo [637,1491,1032,1677]
weekday: শুক্রবার [1173,80,1234,103]
paragraph: গতকাল রাজধানীর তেজগাঁওয়ে প্রধান উপদেষ্টার কার্যালয়ে ■ ২য় পৃ: ১-এর কলামে [1052,708,1234,737]
kicker: ব্যাংকিং চ্যানেলে রেমিট্যান্স বাড়াতে নতুন নির্দেশনা [166,2047,429,2063]
paragraph: গতকাল বৃহস্পতিবার জারি করা এক সার্কুলারে এ নির্দেশনা দেয়া হয়। সার্কুলারটি তাৎক্ষণিকভাবে কার্যকর হলেও ব্যাংকগুলোকে প্রয়োজনীয় প্রস্তুতি ও প্রযুক্তিগত সক্ষমতা গড়ে তুলতে ৩১ মার্চ পর্যন্ত সময় দেয়া হয়েছে। [166,2247,471,2305]
headline: ২৪ ঘণ্টায় আরাকান দখলের কথা বলার তিন দিনেই রোহিঙ্গা প্রত্যাবাসন শুরু হয় [664,835,1008,891]
date-hijri: ১৯ রজব ১৪৪৭ [1156,141,1234,155]
headline: জিয়াউলের বিরুদ্ধে সাক্ষ্য দেবেন ইকবাল করিম ভূঁইয়া [484,1521,619,1586]
registration-number: রেজি. নং ডিএ ৪০০৫ [1129,157,1234,171]
lower-section [17,1216,1234,2559]
ear-teaser[interactable]: যুক্তরাষ্ট্র-ইসরাইলের স্বার্থে কাজ করছে ইরানের বিক্ষোভকারীরা : প্রধান বিচারপতি পৃষ্ঠা-৫ [667,29,974,64]
continued-link[interactable]: ■ ২য় পৃ: ১-এর কলামে [1049,1616,1234,1643]
paragraph: ত্রয়োদশ জাতীয় সংসদ নির্বাচনের তফসিল ঘোষণার পরের দিন চাঞ্চল্যকর ইনকিলাব মঞ্চের মুখপাত্র শরিফ ওসমান বিন হাদিকে প্রকাশ্য দিবালোকে হত্যা করে খুনিরা ভারতে পালিয়ে যাওয়ার পর সারা দেশে নিন্দার ঝড় ওঠে। গত সোমবার রাতে চট্টগ্রামে গুলি করে হত্যা করা হয় সম্প্রতি বহিষ্কৃত বিএনপি নেতা গিয়াস উদ্দিন কাদের চৌধুরীর সমর্থক ও রাউজানের একটি ইউনিয়ন বিএনপির সাধারণ সম্পাদক জানে আলম সিকদারকে। গতকাল দুপুরে গাজীপুর মহানগর জোগিতলা এলাকায় পুরনো মোটরসাইকেল কেনার ■ ১৩ পৃ: ৫-এর কলামে [637,672,1035,777]
paragraph: আরও গুরুত্বপূর্ণ বিষয় হলো– বিদ্যুৎ প্রকল্পগুলোর মালিকানা কাঠামো। [17,1058,216,1086]
violence-story[interactable]: সাধারণ মানুষের মধ্যে উদ্বেগ-উৎকণ্ঠা জাতীয় নির্বাচনের আগে বাড়ছে রাজনৈতিক সহিংসতা খুন এস এম মিন্টু ত্রয়োদশ জাতীয় সংসদ নির্বাচনের তফসিল ঘোষণার পরের দিন চাঞ্চল্যকর ইনকিলাব মঞ্চের মুখপাত্র শরিফ ওসমান বিন হাদিকে প্রকাশ্য দিবালোকে হত্যা করে খুনিরা ভারতে পালিয়ে যাওয়ার পর সারা দেশে নিন্দার ঝড় ওঠে। গত সোমবার রাতে চট্টগ্রামে গুলি করে হত্যা করা হয় সম্প্রতি বহিষ্কৃত বিএনপি নেতা গিয়াস উদ্দিন কাদের চৌধুরীর সমর্থক ও রাউজানের একটি ইউনিয়ন বিএনপির সাধারণ সম্পাদক জানে আলম সিকদারকে। গতকাল দুপুরে গাজীপুর মহানগর জোগিতলা এলাকায় পুরনো মোটরসাইকেল কেনার ■ ১৩ পৃ: ৫-এর কলামে [637,498,1035,777]
continued-link[interactable]: ■ ২য় পৃ: ১-এর কলামে [1138,724,1234,736]
prime-bank-logo-icon: ▲ [646,2182,659,2202]
continued-link[interactable]: ■ ১৩ পৃ: ৭-এর কলামে [484,1886,621,1914]
interview-box[interactable]: সাক্ষাৎকার ড. কর্নেল (অব.) অলি আহমেদ ২৪ ঘণ্টায় আরাকান দখলের কথা বলার তিন দিনেই রোহিঙ্গা প্রত্যাবাসন শুরু হয় রাশিদুল ইসলাম লিবারেল ডেমোক্র্যাটিক পার্টির (এলডিপি) সভাপতি ড. কর্নেল (অব :) অলি আহমেদ বলেছেন, বর্তমান সরকার এখনো নির্বাচনের জন্য প্রয়োজনীয় পরিবেশ বা ‘লেভেল প্লেয়িং ফিল্ড’ তৈরি করতে পারেনি। বরং কালোটাকার মালিকদের মনোনয়ন বৈধ করার প্রবণতা স্পষ্টভাবে দেখা যাচ্ছে। মনোনয়ন যাচাইয়ের বৈঠকে প্রার্থীর বক্তব্য শুনেই অনেক ক্ষেত্রে চূড়ান্ত সিদ্ধান্ত দেয়া ■ ১৩ পৃ: ১-এর কলামে ভার্চুয়ালি দেখতে স্ক্যান করুন [637,795,1035,1103]
paragraph: বাংলাদেশের রাজনীতি সাধারণত নির্বাচন, দলীয় সঙ্ঘাত কিংবা বিদেশনীতি দিয়ে ব্যাখ্যা করা হয়। কিন্তু বাস্তবে রাষ্ট্রক্ষমতার চালিকা শক্তি এখন আর শুধু রাজনৈতিক দল নয়। ক্ষমতার প্রকৃত নিয়ন্ত্রণ গড়ে উঠেছে একটি ত্রিভুজ কাঠামোতে– বিদ্যুৎ, জ্বালানি ও অবকাঠামো, ব্যাংক (অর্থ ও ঋণ), এবং ব্যালট (নির্বাচন ও প্রশাসন)। এই তিনটি খাত একে অপরের সাথে এমনভাবে জড়িয়ে গেছে যে, একটি খাত নাড়ালে অন্য দুটি কেঁপে ওঠে। ২০২৬ সালের নির্বাচনকে ঘিরে এই ত্রিভুজের ভারসাম্যই নির্ধারণ করবে রাষ্ট্রের ভবিষ্যৎ ক্ষমতার রূপরেখা। [17,533,216,710]
headline: সরকারকে বেকায়দায় ফেলতে লোমহর্ষক ঘটনার পুনরাবৃত্তি হচ্ছে : ফখরুল [1049,1241,1225,1344]
subheadline: দূতাবাসের তৎপরতা বাড়ানোর পরামর্শ অভিবাসন বিশ্লেষকদের [637,1776,990,1793]
headline: জাতীয় নির্বাচনের আগে বাড়ছে রাজনৈতিক সহিংসতা খুন [637,524,971,642]
kicker: সাধারণ মানুষের মধ্যে উদ্বেগ-উৎকণ্ঠা [637,498,925,522]
logo-sun-wave-icon [455,80,733,139]
kicker: গণমাধ্যমকে সিইসি [1049,1664,1156,1681]
paragraph: অনেক প্রকল্পে রাজনৈতিকভাবে প্রভাবশালী ব্যবসায়ী গোষ্ঠী যুক্ত। ফলে বিদ্যুৎ খাত কেবল জ্বালানি নিরাপত্তার প্রশ্ন নয়, বরং ক্ষমতাশালী গোষ্ঠীর অর্থনৈতিক স্বার্থ রক্ষার ক্ষেত্র হয়ে উঠেছে। [405,471,621,528]
headline: ইসিতে আপিলের সুযোগ শেষ হচ্ছে আজ, শুনানি কাল থেকে [637,1235,1011,1308]
red-square-icon [754,812,766,824]
page-count: পৃষ্ঠা ১৬ [1195,189,1234,203]
hajj-logo-icon: ❦ Save for Hajj [184,1939,226,1977]
top-section [17,297,1234,1201]
paragraph: নতুন করে ১৩৫টি ওষুধ অন্তর্ভুক্ত করে সরকার মোট ২৯৫টি জেনেরিক ওষুধকে ‘অত্যাবশ্যকীয়’ হিসেবে ঘোষণা করেছে। এসব ওষুধ সরকার নির্ধারিত দামে বিক্রি বাধ্যতামূলক করার সিদ্ধান্ত নেয়া হয়েছে। গতকাল বৃহস্পতিবার উপদেষ্টা পরিষদের বৈঠকে এ সিদ্ধান্ত চূড়ান্ত হয় বলে ■ ২য় পৃ: ৭-এর কলামে [17,2064,149,2228]
paragraph: বৈঠক শেষে ফরেন সার্ভিস একাডেমিতে এক ব্রিফিংয়ে প্রধান উপদেষ্টার প্রেসসচিব শফিকুল আলম এসব তথ্য জানান। [1052,663,1234,706]
ec-appeal-story[interactable]: ত্রয়োদশ সংসদ নির্বাচন পর্যবেক্ষণে ইইউর অন্তত ২০০ প্রতিনিধি ইসিতে আপিলের সুযোগ শেষ হচ্ছে আজ, শুনানি কাল থেকে বিশেষ সংবাদদাতা ত্রয়োদশ জাতীয় সংসদ নির্বাচনে রিটার্নিং কর্মকর্তার দেয়া মনোনয়নপত্র বাতিলের বিরুদ্ধে এবং বৈধ মনোনয়ন চ্যালেঞ্জ করে আপিল করার শেষ দিন আজ। আগামীকাল শনিবার (১০ জানুয়ারি) থেকে নির্বাচন কমিশনের পূর্ণ বেঞ্চে আপিলের শুনানি শুরু হবে। নির্বাচন কমিশন সূত্র জানায়, এবারের নির্বাচনে মোট ৭২৩টি মনোনয়নপত্র বাতিল হয়েছে। এর মধ্যে গত পাঁচ দিনে বৈধতা ফিরে পেতে ৪৬৯টি আপিল আবেদন জমা পড়েছে। কমিশন প্রতিদিন গড়ে ৭০টি করে আপিলের শুনানি করবে। আপিল আবেদনের দৈনিক চিত্র অনুযায়ী– প্রথম দিন জমা পড়ে ৪২টি, দ্বিতীয় দিন ১২২টি, তৃতীয় দিন ১৩১টি এবং চতুর্থ দিন (বৃহস্পতিবার) সর্বোচ্চ ১৭৪টি আবেদন ■ ১৩ পৃ: ৭-এর কলামে [637,1216,1032,1473]
photo-caption: প্রধান উপদেষ্টা প্রফেসর মুহাম্মদ ইউনূস তার কার্যালয়ে উপদেষ্টা সভায় সভাপতিত্ব করেন■ পিআইডি [637,475,1035,489]
prayer-row: জুমা ১২-০৯ ১-১৫ [17,2415,149,2440]
lead-headline: বিদ্যুৎ ব্যাংক ও ব্যালট নিয়ে ক্ষমতার ত্রিভুজ [17,300,569,454]
qr-label: ভার্চুয়ালি দেখতে স্ক্যান করুন [903,1001,1020,1026]
continued-link[interactable]: ■ ২য় পৃ: ১-এর কলামে [1075,2141,1172,2153]
paragraph: ফলে ব্যাংক হয়ে ওঠে রাজনৈতিক দরকষাকষির কেন্দ্রবিন্দু। কে ক্ষমতায় থাকবে, তার ওপর নির্ভর করে কার ঋণ মাফ হবে, কার মামলা ঝুলে থাকবে, কার প্রকল্প অনুমোদন পাবে। [405,727,621,785]
paragraph: জুলাই গণ-অভ্যুত্থানে রাজধানীর রামপুরায় সংঘটিত মানবতাবিরোধী অপরাধের মামলায় ঢাকা মহানগর পুলিশের (ডিএমপি) সাবেক কমিশনার হাবিবুর রহমানসহ পাঁচজনের বিরুদ্ধে তদন্ত কর্মকর্তার জেরা সম্পন্ন হয়েছে। এ মামলায় আসামিপক্ষে সাফাই সাক্ষ্যগ্রহণের জন্য আগামী ১৩ জানুয়ারি দিন ধার্য করেছেন আন্তর্জাতিক অপরাধ ট্রাইব্যুনাল। [222,1318,621,1469]
masthead [17,73,1234,265]
continued-link[interactable]: ■ ২য় পৃ: ৭-এর কলামে [352,2427,449,2439]
continued-link[interactable]: ■ ১৩ পৃ: ৭-এর কলামে [429,1438,621,1465]
headline: ব্যক্তিগত উপাত্ত সুরক্ষাসহ ৪ অধ্যাদেশ অনুমোদন [1052,319,1203,437]
lead-story[interactable] [17,297,621,1087]
interviewee-photo [774,905,894,1087]
kicker: ত্রয়োদশ সংসদ নির্বাচন পর্যবেক্ষণে ইইউর অন্তত ২০০ প্রতিনিধি [637,1217,965,1233]
kicker: ২৪ ঘণ্টার মধ্যে মুছাব্বিরের হত্যাকারীদের গ্রেফতার দাবি [1049,1217,1220,1239]
paragraph: প্রধান উপদেষ্টার সহকারী প্রেস সচিব ফয়েজ আহমেদ এর পাঠানো এক বার্তায় জানানো হয় যে, গতকাল বৃহস্পতিবার ঢাকায় এনজিওবিষয়ক ব্যুরোর ■ ২য় পৃ: ৭-এর কলামে [17,1426,206,1501]
cabinet-meeting-photo [637,297,1035,470]
photo-caption: গণভোট ও এনজিওগুলোর করণীয় শীর্ষক কর্মশালায় আলোচকরা■ নয়া দিগন্ত [17,1707,468,1720]
headline: অত্যাবশ্যকীয় ২৯৫ ওষুধের দাম বেঁধে দেবে সরকার [17,1935,143,2032]
continued-link[interactable]: ■ ১৩ পৃ: ৫-এর কলামে [931,1963,1029,1975]
continued-link[interactable]: ■ ১৩ পৃ: ৭-এর কলামে [843,1415,1033,1442]
series-banner: ফ্যাসিবাদের সাতকাহন [17,470,216,503]
ziaul-story[interactable]: জিয়াউলের বিরুদ্ধে সাক্ষ্য দেবেন ইকবাল করিম ভূঁইয়া নিজস্ব প্রতিবেদক সাবেক মেজর জেনারেল জিয়াউল আহসানের বিরুদ্ধে মানবতাবিরোধী অপরাধের মামলায় সাক্ষী হিসেবে জবানবন্দী দেবেন সাবেক সেনাপ্রধান জেনারেল (অব:) ইকবাল করিম ভূঁইয়া। গতকাল বৃহস্পতিবার আন্তর্জাতিক অপরাধ ট্রাইব্যুনালে শুনানি শেষে এই তথ্য জানানো হয়, যেখানে গুম ও বিচারবহির্ভূত হত্যাকাণ্ডে জিয়াউলের সরাসরি সম্পৃক্ততার চাঞ্চল্যকর বিবরণ তুলে ধরা হয়েছে। শুনানি শেষে ট্রাইব্যুনাল আগামী ১৪ জানুয়ারি এই মামলার অভিযোগ গঠনের বিষয়ে আদেশের দিন ধার্য করেছেন। আন্তর্জাতিক অপরাধ ট্রাইব্যুনাল-১-এর চেয়ারম্যান ■ ১৩ পৃ: ৭-এর কলামে [484,1519,621,1915]
edition-label: দ্বিতীয় সংস্করণ [985,87,1062,103]
ear-teaser[interactable]: নিরাপদ নির্বাচনের নিশ্চয়তা পৃষ্ঠা-৮ [992,37,1176,54]
tribunal-badge: জুলাই গণ-অভ্যুত্থানের বিচার মানবতাবিরোধী অপরাধ [222,1317,413,1351]
continued-link[interactable]: ■ ২য় পৃ: ৭-এর কলামে [17,2200,149,2227]
portrait-photo [30,88,183,257]
portrait-frame [16,74,196,271]
paragraph: প্রধান উপদেষ্টার বিশেষ সহকারী অধ্যাপক আলী রীয়াজ বলেছেন, ভবিষ্যতে যারা এ দেশ পরিচালনা করবেন, তারা যেন আর কখনই ফ্যাসিস্ট হয়ে উঠতে না পারেন, তা নিশ্চিত করতেই এবারের গণভোট। [17,1352,206,1424]
lead-body-right [405,470,621,998]
paragraph: ত্রয়োদশ জাতীয় সংসদ নির্বাচনে রিটার্নিং কর্মকর্তার দেয়া মনোনয়নপত্র বাতিলের বিরুদ্ধে এবং বৈধ মনোনয়ন চ্যালেঞ্জ করে আপিল করার শেষ দিন আজ। আগামীকাল শনিবার (১০ জানুয়ারি) থেকে নির্বাচন কমিশনের পূর্ণ বেঞ্চে আপিলের শুনানি শুরু হবে। [637,1339,827,1441]
person-with-building-image [646,2221,712,2320]
paragraph: এতে বলা হয়েছে, কলকাতা, মুম্বাই ও চেন্নাইয়ে বাংলাদেশের উপদূতাবাস থেকে ভারতীয়দের পর্যটকসেবা সীমিত করা হয়েছে। এর আগে দিল্লির দূতাবাস এবং আগরতলায় অ্যাসিস্ট্যান্ট হাইকমিশনার অফিস থেকে ভিসা দেয়া বন্ধ রাখা হয়েছিল। ফলে এখন কেবল গুয়াহাটির অ্যাসিস্ট্যান্ট হাইকমিশনার অফিস থেকে ভারতীয় নাগরিকদের বাংলাদেশের ■ ২য় পৃ: ৩-এর কলামে [488,2265,621,2460]
